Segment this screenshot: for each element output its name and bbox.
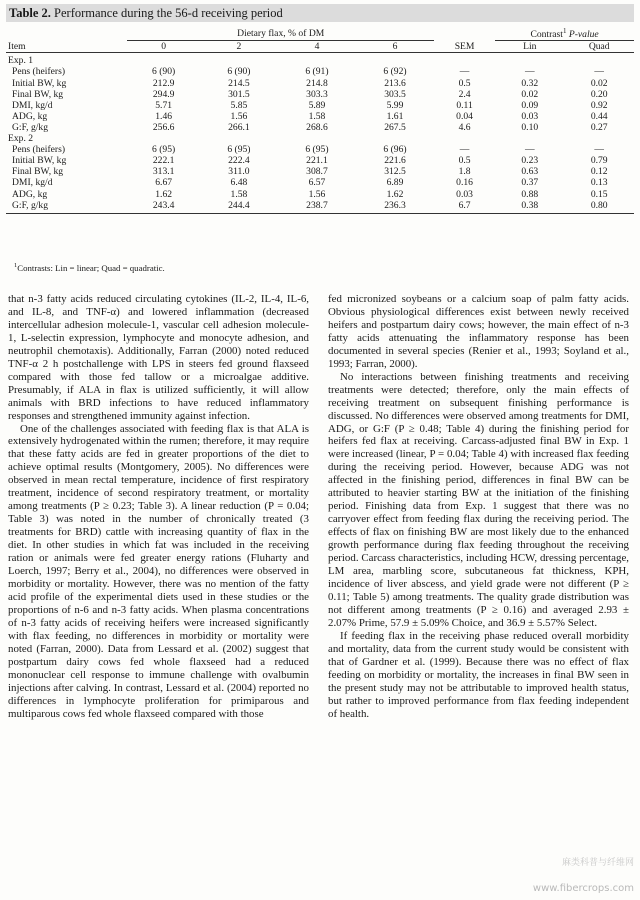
cell-lin: 0.38 [495, 200, 564, 214]
cell-v2: 6 (90) [227, 66, 251, 78]
cell-v2: 5.85 [230, 99, 248, 111]
table-row [6, 89, 634, 100]
cell-quad: 0.27 [590, 121, 608, 133]
performance-table [6, 26, 634, 214]
cell-v4: 1.56 [308, 188, 326, 200]
cell-lin: 0.37 [521, 177, 539, 189]
footnote-marker: 1 [14, 262, 18, 269]
cell-sem: 0.04 [456, 110, 473, 122]
cell-quad: 0.13 [590, 177, 608, 189]
cell-v6: 236.3 [356, 200, 434, 214]
cell-v0: 222.1 [152, 155, 175, 167]
cell-lin: 0.63 [521, 166, 539, 178]
cell-v0: 6 (90) [152, 66, 176, 78]
cell-v6: 213.6 [384, 77, 406, 89]
cell-v2: 311.0 [228, 166, 250, 178]
cell-v4: 6 (95) [305, 144, 329, 156]
cell-v4: 238.7 [278, 200, 356, 214]
cell-v6: 221.6 [384, 155, 406, 167]
cell-v4: 221.1 [306, 155, 328, 167]
table-row [6, 66, 634, 77]
cell-v0: 313.1 [152, 166, 175, 178]
flax-group-header: Dietary flax, % of DM [127, 26, 434, 41]
table-row [6, 155, 634, 166]
cell-quad: 0.92 [590, 99, 608, 111]
body-paragraph: If feeding flax in the receiving phase reduced overall morbidity and mortality, data from the current study would be consistent with that of Gardner et al. (1999). Because there was no effect of flax feeding on morbidity or mortality, the increases in final BW seen in the present study may not be attributable to improved health status, but rather to improved performance from flax feeding independent of health. [328, 629, 629, 720]
cell-lin: — [524, 144, 535, 156]
cell-v0: 1.62 [155, 188, 173, 200]
cell-v2: 301.5 [228, 88, 250, 100]
row-item: ADG, kg [12, 110, 48, 122]
body-paragraph: that n-3 fatty acids reduced circulating cytokines (IL-2, IL-4, IL-6, and IL-8, and TNF-α) and lowered inflammation (decreased intercellular adhesion molecule-1, vascular cell adhesion molecule-1, L-selectin expression, lymphocyte and monocyte adhesion, and neutrophil chemotaxis). Additionally, Farran (2000) noted reduced TNF-α 2 h postchallenge with LPS in steers fed ground flaxseed compared with those fed tallow or a microalgae additive. Presumably, if ALA in flax is utilized sufficiently, it will allow animals with BRD infections to have reduced inflammatory responses and strengthened immunity against infection. [8, 293, 309, 422]
row-item: Pens (heifers) [12, 66, 66, 78]
body-paragraph: One of the challenges associated with feeding flax is that ALA is extensively hydrogenated within the rumen; therefore, it may require that these fatty acids are fed in greater proportions of the diet to achieve optimal results (Montgomery, 2005). No differences were observed in mean rectal temperature, incidence of first respiratory treatment, incidence of second respiratory treatment, or mortality among treatments (P ≥ 0.23; Table 3). A linear reduction (P = 0.04; Table 3) was noted in the number of chronically treated (3 treatments for BRD) cattle with increasing quantity of flax in the diet. In other studies in which fat was included in the receiving ration or animals were fed greater energy rations (Fluharty and Loerch, 1997; Berry et al., 2004), no differences were observed in morbidity or mortality. However, there was no mention of the fatty acid profile of the experimental diets used in these studies or the proportions of n-6 and n-3 fatty acids. When plasma concentrations of n-3 fatty acids of receiving heifers were increased significantly with flax feeding, no differences in morbidity or mortality were noted (Farran, 2000). Data from Lessard et al. (2002) suggest that postpartum dairy cows fed whole flaxseed had a reduced mononuclear cell response to immune challenge with ovalbumin injections after calving. In contrast, Lessard et al. (2004) reported no differences in lymphocyte proliferation for primiparous and multiparous cows fed whole flaxseed compared with those [8, 422, 309, 720]
body-paragraph: No interactions between finishing treatments and receiving treatments were detected; therefore, only the main effects of receiving treatment on subsequent finishing performance is discussed. No differences were observed among treatments for DMI, ADG, or G:F (P ≥ 0.48; Table 4) during the finishing period for heifers fed flax at receiving. Carcass-adjusted final BW in Exp. 1 were increased (linear, P = 0.04; Table 4) with increased flax feeding during the receiving period. However, because ADG was not affected in the finishing period, differences in final BW can be attributed to heavier starting BW at the initiation of the finishing period. Finishing data from Exp. 1 suggest that there was no carryover effect from feeding flax during the receiving period. The effects of flax on finishing BW are most likely due to the enhanced growth performance during flax feeding throughout the receiving period. Carcass characteristics, including HCW, dressing percentage, LM area, marbling score, subcutaneous fat thickness, KPH, incidence of liver abscess, and yield grade were not different (P ≥ 0.11; Table 5) among treatments. The quality grade distribution was not different among treatments (P ≥ 0.16) and averaged 2.93 ± 2.07% Prime, 57.9 ± 5.09% Choice, and 36.9 ± 5.57% Select. [328, 370, 629, 629]
cell-v0: 243.4 [127, 200, 199, 214]
contrast-header [495, 26, 634, 41]
row-item: G:F, g/kg [6, 200, 127, 214]
col-quad: Quad [564, 41, 634, 53]
cell-v6: 267.5 [384, 121, 406, 133]
cell-sem: 0.11 [456, 99, 473, 111]
table-row [6, 100, 634, 111]
row-item: Pens (heifers) [12, 144, 66, 156]
footnote-text: Contrasts: Lin = linear; Quad = quadratic. [17, 262, 165, 273]
cell-v0: 6 (95) [152, 144, 176, 156]
row-item: DMI, kg/d [12, 177, 53, 189]
cell-v4: 6.57 [308, 177, 326, 189]
cell-v6: 6 (96) [383, 144, 407, 156]
cell-v4: 214.8 [306, 77, 328, 89]
cell-lin: 0.02 [521, 88, 539, 100]
cell-lin: 0.23 [521, 155, 539, 167]
row-item: ADG, kg [12, 188, 48, 200]
col-flax-0: 0 [127, 41, 199, 53]
row-item: Final BW, kg [12, 166, 64, 178]
table-row [6, 177, 634, 188]
experiment-label: Exp. 2 [8, 133, 34, 145]
cell-quad: — [594, 66, 605, 78]
table-footnote [14, 260, 165, 274]
cell-lin: 0.09 [521, 99, 539, 111]
cell-sem: 4.6 [458, 121, 471, 133]
cell-v2: 6 (95) [227, 144, 251, 156]
cell-sem: 6.7 [434, 200, 495, 214]
cell-v0: 256.6 [152, 121, 175, 133]
col-sem: SEM [434, 41, 495, 53]
cell-v2: 266.1 [228, 121, 250, 133]
row-item: G:F, g/kg [12, 121, 49, 133]
cell-quad: — [594, 144, 605, 156]
contrast-footnote-marker: 1 [562, 27, 567, 35]
body-column-left [8, 293, 309, 720]
cell-v0: 1.46 [155, 110, 173, 122]
col-lin: Lin [495, 41, 564, 53]
table-row [6, 122, 634, 133]
cell-v6: 303.5 [384, 88, 406, 100]
cell-v4: 308.7 [306, 166, 328, 178]
cell-v4: 1.58 [308, 110, 326, 122]
cell-quad: 0.02 [590, 77, 608, 89]
col-item: Item [6, 41, 127, 53]
table-row [6, 111, 634, 122]
cell-sem: 2.4 [458, 88, 471, 100]
cell-v4: 6 (91) [305, 66, 329, 78]
cell-quad: 0.79 [590, 155, 608, 167]
cell-sem: 0.5 [458, 77, 471, 89]
cell-v2: 1.58 [230, 188, 248, 200]
cell-v4: 268.6 [306, 121, 328, 133]
table-row [6, 189, 634, 200]
cell-quad: 0.20 [590, 88, 608, 100]
cell-v0: 5.71 [155, 99, 173, 111]
cell-v0: 6.67 [155, 177, 173, 189]
cell-v6: 1.62 [386, 188, 404, 200]
watermark-cn: 麻类科普与纤维网 [561, 858, 634, 868]
cell-v0: 212.9 [152, 77, 175, 89]
cell-sem: — [459, 66, 470, 78]
table-title [6, 4, 634, 22]
row-item: DMI, kg/d [12, 99, 53, 111]
contrast-label: Contrast [530, 29, 563, 41]
cell-v2: 222.4 [228, 155, 250, 167]
table-row [6, 200, 634, 214]
cell-lin: 0.88 [521, 188, 539, 200]
cell-v6: 5.99 [386, 99, 404, 111]
table-row [6, 144, 634, 155]
cell-v4: 303.3 [306, 88, 328, 100]
cell-sem: — [459, 144, 470, 156]
row-item: Initial BW, kg [12, 155, 67, 167]
experiment-label: Exp. 1 [8, 55, 34, 67]
contrast-suffix: P-value [566, 29, 599, 41]
col-flax-6: 6 [356, 41, 434, 53]
body-paragraph: fed micronized soybeans or a calcium soap of palm fatty acids. Obvious physiological differences exist between newly received heifers and postpartum dairy cows; however, the main effect of n-3 fatty acids attenuating the inflammatory response has been documented in several species (Renier et al., 1993; Soyland et al., 1993; Farran, 2000). [328, 293, 629, 370]
cell-sem: 0.03 [456, 188, 473, 200]
cell-v2: 6.48 [230, 177, 248, 189]
cell-v2: 244.4 [200, 200, 278, 214]
col-flax-4: 4 [278, 41, 356, 53]
cell-sem: 0.5 [458, 155, 471, 167]
cell-sem: 1.8 [458, 166, 471, 178]
cell-v2: 1.56 [230, 110, 248, 122]
cell-lin: — [524, 66, 535, 78]
cell-v0: 294.9 [152, 88, 175, 100]
cell-quad: 0.44 [590, 110, 608, 122]
cell-sem: 0.16 [456, 177, 473, 189]
watermark-url: www.fibercrops.com [532, 883, 634, 894]
body-column-right [328, 293, 629, 720]
cell-quad: 0.80 [564, 200, 634, 214]
cell-quad: 0.12 [590, 166, 608, 178]
cell-v6: 6.89 [386, 177, 404, 189]
cell-v4: 5.89 [308, 99, 326, 111]
cell-v6: 1.61 [386, 110, 404, 122]
cell-v6: 6 (92) [383, 66, 407, 78]
cell-v6: 312.5 [384, 166, 406, 178]
row-item: Initial BW, kg [12, 77, 67, 89]
row-item: Final BW, kg [12, 88, 64, 100]
cell-lin: 0.03 [521, 110, 539, 122]
table-caption: Performance during the 56-d receiving period [54, 6, 283, 20]
cell-v2: 214.5 [228, 77, 250, 89]
cell-quad: 0.15 [590, 188, 608, 200]
table-row [6, 166, 634, 177]
cell-lin: 0.32 [521, 77, 539, 89]
table-row [6, 78, 634, 89]
table-label: Table 2. [9, 6, 51, 20]
cell-lin: 0.10 [521, 121, 539, 133]
col-flax-2: 2 [200, 41, 278, 53]
